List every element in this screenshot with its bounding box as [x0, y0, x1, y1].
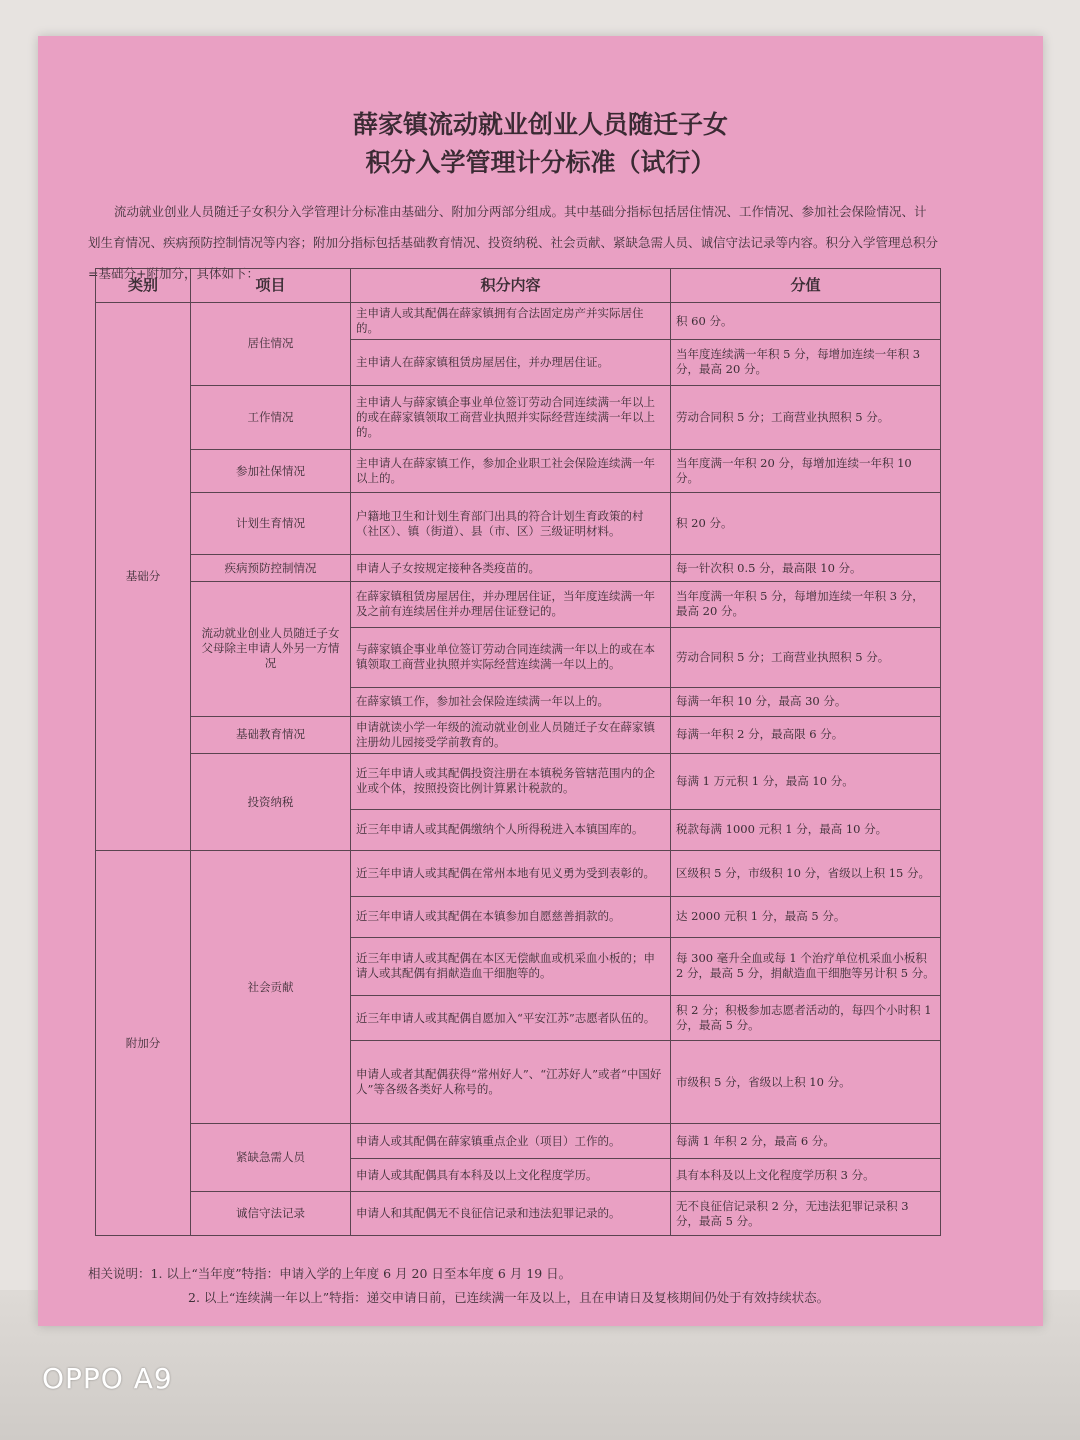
score-cell: 当年度满一年积 5 分，每增加连续一年积 3 分，最高 20 分。 — [671, 582, 941, 628]
score-cell: 每 300 毫升全血或每 1 个治疗单位机采血小板积 2 分，最高 5 分，捐献造血干细胞等另计积 5 分。 — [671, 937, 941, 995]
content-cell: 申请就读小学一年级的流动就业创业人员随迁子女在薛家镇注册幼儿园接受学前教育的。 — [351, 716, 671, 753]
table-row — [96, 716, 941, 753]
item-cell: 计划生育情况 — [191, 493, 351, 555]
title-line-2: 积分入学管理计分标准（试行） — [365, 148, 716, 177]
score-cell: 每满 1 年积 2 分，最高 6 分。 — [671, 1124, 941, 1159]
header-category: 类别 — [96, 269, 191, 303]
note-line-2: 2. 以上“连续满一年以上”特指：递交申请日前，已连续满一年及以上，且在申请日及复核期间仍处于有效持续状态。 — [188, 1290, 830, 1305]
item-cell: 疾病预防控制情况 — [191, 555, 351, 582]
content-cell: 近三年申请人或其配偶在常州本地有见义勇为受到表彰的。 — [351, 851, 671, 897]
title-line-1: 薛家镇流动就业创业人员随迁子女 — [352, 110, 728, 139]
score-cell: 每满 1 万元积 1 分，最高 10 分。 — [671, 753, 941, 809]
score-cell: 区级积 5 分，市级积 10 分，省级以上积 15 分。 — [671, 851, 941, 897]
score-cell: 具有本科及以上文化程度学历积 3 分。 — [671, 1159, 941, 1192]
score-cell: 当年度连续满一年积 5 分，每增加连续一年积 3 分，最高 20 分。 — [671, 340, 941, 386]
content-cell: 主申请人或其配偶在薛家镇拥有合法固定房产并实际居住的。 — [351, 303, 671, 340]
table-row — [96, 753, 941, 809]
content-cell: 申请人和其配偶无不良征信记录和违法犯罪记录的。 — [351, 1192, 671, 1236]
score-cell: 达 2000 元积 1 分，最高 5 分。 — [671, 896, 941, 937]
item-cell: 诚信守法记录 — [191, 1192, 351, 1236]
score-cell: 每一针次积 0.5 分，最高限 10 分。 — [671, 555, 941, 582]
table-row — [96, 851, 941, 897]
content-cell: 近三年申请人或其配偶自愿加入“平安江苏”志愿者队伍的。 — [351, 995, 671, 1041]
header-item: 项目 — [191, 269, 351, 303]
score-cell: 积 20 分。 — [671, 493, 941, 555]
notes-section — [88, 1262, 1008, 1310]
content-cell: 申请人子女按规定接种各类疫苗的。 — [351, 555, 671, 582]
content-cell: 主申请人在薛家镇租赁房屋居住，并办理居住证。 — [351, 340, 671, 386]
score-cell: 劳动合同积 5 分；工商营业执照积 5 分。 — [671, 627, 941, 687]
document-title — [38, 106, 1043, 182]
header-content: 积分内容 — [351, 269, 671, 303]
content-cell: 主申请人与薛家镇企事业单位签订劳动合同连续满一年以上的或在薛家镇领取工商营业执照并实际经营连续满一年以上的。 — [351, 385, 671, 449]
content-cell: 在薛家镇租赁房屋居住，并办理居住证，当年度连续满一年及之前有连续居住并办理居住证登记的。 — [351, 582, 671, 628]
item-cell: 投资纳税 — [191, 753, 351, 850]
pink-paper-sheet — [38, 36, 1043, 1326]
content-cell: 户籍地卫生和计划生育部门出具的符合计划生育政策的村（社区）、镇（街道）、县（市、区）三级证明材料。 — [351, 493, 671, 555]
content-cell: 近三年申请人或其配偶在本镇参加自愿慈善捐款的。 — [351, 896, 671, 937]
content-cell: 近三年申请人或其配偶缴纳个人所得税进入本镇国库的。 — [351, 809, 671, 850]
item-cell: 社会贡献 — [191, 851, 351, 1124]
score-cell: 税款每满 1000 元积 1 分，最高 10 分。 — [671, 809, 941, 850]
camera-watermark: OPPO A9 — [42, 1362, 173, 1395]
item-cell: 工作情况 — [191, 385, 351, 449]
item-cell: 流动就业创业人员随迁子女父母除主申请人外另一方情况 — [191, 582, 351, 716]
content-cell: 与薛家镇企事业单位签订劳动合同连续满一年以上的或在本镇领取工商营业执照并实际经营连续满一年以上的。 — [351, 627, 671, 687]
score-cell: 积 60 分。 — [671, 303, 941, 340]
content-cell: 申请人或其配偶在薛家镇重点企业（项目）工作的。 — [351, 1124, 671, 1159]
item-cell: 紧缺急需人员 — [191, 1124, 351, 1192]
content-cell: 申请人或其配偶具有本科及以上文化程度学历。 — [351, 1159, 671, 1192]
content-cell: 在薛家镇工作，参加社会保险连续满一年以上的。 — [351, 687, 671, 716]
note-line-1: 相关说明：1. 以上“当年度”特指：申请入学的上年度 6 月 20 日至本年度 6 月 19 日。 — [88, 1266, 572, 1281]
table-row — [96, 303, 941, 340]
table-row — [96, 1192, 941, 1236]
intro-paragraph: 流动就业创业人员随迁子女积分入学管理计分标准由基础分、附加分两部分组成。其中基础分指标包括居住情况、工作情况、参加社会保险情况、计划生育情况、疾病预防控制情况等内容；附加分指标包括基础教育情况、投资纳税、社会贡献、紧缺急需人员、诚信守法记录等内容。积分入学管理总积分=基础分+附加分，具体如下： — [88, 204, 939, 281]
content-cell: 主申请人在薛家镇工作，参加企业职工社会保险连续满一年以上的。 — [351, 449, 671, 492]
table-row — [96, 1124, 941, 1159]
table-row — [96, 385, 941, 449]
score-cell: 市级积 5 分，省级以上积 10 分。 — [671, 1041, 941, 1124]
content-cell: 近三年申请人或其配偶投资注册在本镇税务管辖范围内的企业或个体，按照投资比例计算累计税款的。 — [351, 753, 671, 809]
score-cell: 每满一年积 2 分，最高限 6 分。 — [671, 716, 941, 753]
table-header-row — [96, 269, 941, 303]
item-cell: 基础教育情况 — [191, 716, 351, 753]
table-row — [96, 555, 941, 582]
item-cell: 居住情况 — [191, 303, 351, 386]
table-row — [96, 493, 941, 555]
table-row — [96, 449, 941, 492]
score-cell: 每满一年积 10 分，最高 30 分。 — [671, 687, 941, 716]
table-row — [96, 582, 941, 628]
scoring-table-wrapper — [95, 268, 940, 1236]
content-cell: 近三年申请人或其配偶在本区无偿献血或机采血小板的；申请人或其配偶有捐献造血干细胞等的。 — [351, 937, 671, 995]
item-cell: 参加社保情况 — [191, 449, 351, 492]
header-score: 分值 — [671, 269, 941, 303]
category-cell-extra: 附加分 — [96, 851, 191, 1236]
score-cell: 劳动合同积 5 分；工商营业执照积 5 分。 — [671, 385, 941, 449]
score-cell: 当年度满一年积 20 分，每增加连续一年积 10 分。 — [671, 449, 941, 492]
content-cell: 申请人或者其配偶获得“常州好人”、“江苏好人”或者“中国好人”等各级各类好人称号的。 — [351, 1041, 671, 1124]
scoring-table — [95, 268, 941, 1236]
category-cell-base: 基础分 — [96, 303, 191, 851]
score-cell: 积 2 分；积极参加志愿者活动的，每四个小时积 1 分，最高 5 分。 — [671, 995, 941, 1041]
score-cell: 无不良征信记录积 2 分，无违法犯罪记录积 3 分，最高 5 分。 — [671, 1192, 941, 1236]
